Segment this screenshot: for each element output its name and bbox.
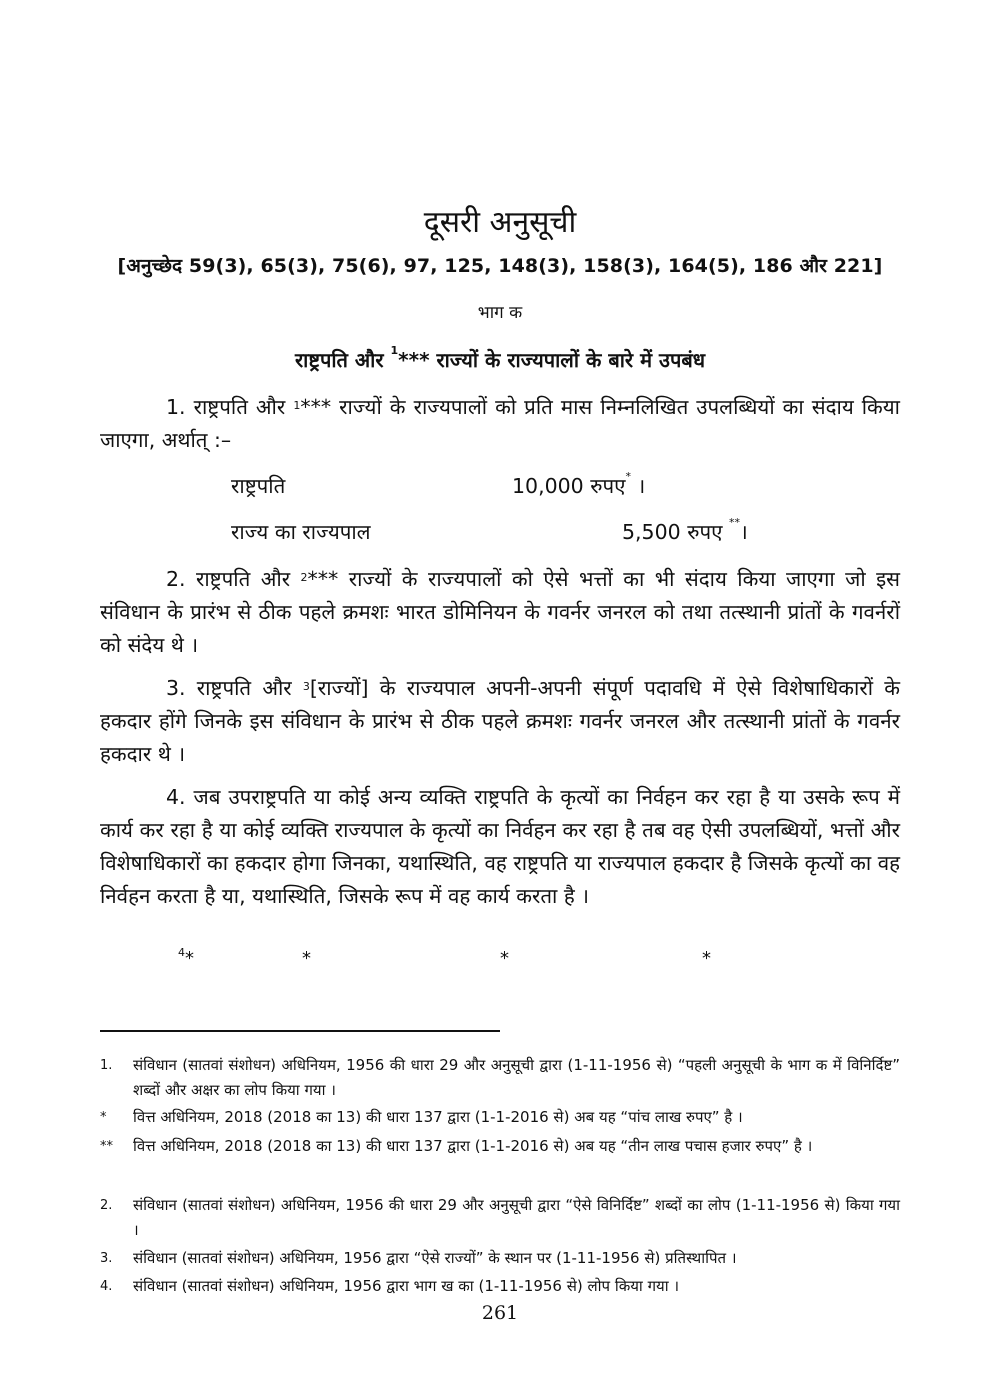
footnote-mark: 4. xyxy=(100,1279,113,1294)
heading-text-after: *** राज्यों के राज्यपालों के बारे में उपबंध xyxy=(398,348,706,372)
governor-label: राज्य का राज्यपाल xyxy=(231,520,371,544)
footnote-mark: ** xyxy=(100,1139,113,1154)
paragraph-4: 4. जब उपराष्ट्रपति या कोई अन्य व्यक्ति राष्ट्रपति के कृत्यों का निर्वहन कर रहा है या उसके रूप में कार्य कर रहा है या कोई व्यक्ति राज्यपाल के कृत्यों का निर्वहन कर रहा है तब वह ऐसी उपलब्धियों, भत्तों और विशेषाधिकारों का हकदार होगा जिनका, यथास्थिति, वह राष्ट्रपति या राज्यपाल हकदार है जिसके कृत्यों का वह निर्वहन करता है या, यथास्थिति, जिसके रूप में वह कार्य करता है । xyxy=(100,785,900,908)
governor-amount-value: 5,500 रुपए xyxy=(622,520,729,544)
footnote-text: वित्त अधिनियम, 2018 (2018 का 13) की धारा 137 द्वारा (1-1-2016 से) अब यह “पांच लाख रुपए” है । xyxy=(133,1108,743,1126)
footnote-double-star xyxy=(100,1134,900,1159)
footnote-2 xyxy=(100,1193,900,1243)
footnote-star xyxy=(100,1105,900,1130)
president-label: राष्ट्रपति xyxy=(231,474,286,498)
omission-star-4: * xyxy=(702,948,711,969)
footnote-ref-2: 2 xyxy=(300,571,308,584)
footnote-ref-3: 3 xyxy=(302,680,310,693)
omission-star-3: * xyxy=(500,948,509,969)
omission-star: * xyxy=(185,948,194,969)
footnote-ref-star: * xyxy=(625,470,631,483)
governor-amount-end: । xyxy=(739,520,748,544)
omission-star-1 xyxy=(178,948,194,969)
omission-star-2: * xyxy=(302,948,311,969)
footnote-text: संविधान (सातवां संशोधन) अधिनियम, 1956 की धारा 29 और अनुसूची द्वारा (1-11-1956 से) “पहली अनुसूची के भाग क में विनिर्दिष्ट” शब्दों और अक्षर का लोप किया गया । xyxy=(133,1056,900,1099)
footnote-3 xyxy=(100,1246,900,1271)
schedule-title: दूसरी अनुसूची xyxy=(423,205,577,240)
footnote-4 xyxy=(100,1274,900,1299)
footnote-divider xyxy=(100,1030,500,1032)
paragraph-1-before: 1. राष्ट्रपति और xyxy=(166,395,294,419)
page-number: 261 xyxy=(481,1302,519,1324)
paragraph-1-after: *** राज्यों के राज्यपालों को प्रति मास निम्नलिखित उपलब्धियों का संदाय किया जाएगा, अर्थात् :– xyxy=(100,395,900,452)
article-references: [अनुच्छेद 59(3), 65(3), 75(6), 97, 125, 148(3), 158(3), 164(5), 186 और 221] xyxy=(117,255,883,277)
part-label: भाग क xyxy=(477,303,523,323)
heading-text-before: राष्ट्रपति और xyxy=(294,348,391,372)
footnote-text: संविधान (सातवां संशोधन) अधिनियम, 1956 की धारा 29 और अनुसूची द्वारा “ऐसे विनिर्दिष्ट” शब्दों का लोप (1-11-1956 से) किया गया । xyxy=(133,1196,900,1239)
footnote-1 xyxy=(100,1053,900,1103)
paragraph-3-before: 3. राष्ट्रपति और xyxy=(166,676,303,700)
president-amount-value: 10,000 रुपए xyxy=(512,474,626,498)
footnote-ref-double-star: ** xyxy=(728,516,740,529)
president-amount-end: । xyxy=(631,474,646,498)
footnote-text: संविधान (सातवां संशोधन) अधिनियम, 1956 द्वारा भाग ख का (1-11-1956 से) लोप किया गया । xyxy=(133,1277,680,1295)
footnote-text: वित्त अधिनियम, 2018 (2018 का 13) की धारा 137 द्वारा (1-1-2016 से) अब यह “तीन लाख पचास हजार रुपए” है । xyxy=(133,1137,813,1155)
governor-amount xyxy=(622,518,748,546)
footnote-mark: 1. xyxy=(100,1058,113,1073)
paragraph-2-after: *** राज्यों के राज्यपालों को ऐसे भत्तों का भी संदाय किया जाएगा जो इस संविधान के प्रारंभ से ठीक पहले क्रमशः भारत डोमिनियन के गवर्नर जनरल को तथा तत्स्थानी प्रांतों के गवर्नरों को संदेय थे । xyxy=(100,567,900,657)
section-heading xyxy=(0,346,1000,373)
president-amount xyxy=(512,472,645,500)
footnote-text: संविधान (सातवां संशोधन) अधिनियम, 1956 द्वारा “ऐसे राज्यों” के स्थान पर (1-11-1956 से) प्रतिस्थापित । xyxy=(133,1249,737,1267)
footnote-mark: 3. xyxy=(100,1251,113,1266)
paragraph-3-after: [राज्यों] के राज्यपाल अपनी-अपनी संपूर्ण पदावधि में ऐसे विशेषाधिकारों के हकदार होंगे जिनके इस संविधान के प्रारंभ से ठीक पहले क्रमशः गवर्नर जनरल और तत्स्थानी प्रांतों के गवर्नर हकदार थे । xyxy=(100,676,900,766)
paragraph-3 xyxy=(100,672,900,771)
footnote-ref-1: 1 xyxy=(293,399,301,412)
paragraph-2 xyxy=(100,563,900,662)
footnote-mark: 2. xyxy=(100,1198,113,1213)
footnote-ref-4: 4 xyxy=(178,946,185,959)
paragraph-1 xyxy=(100,391,900,457)
footnote-ref-1: 1 xyxy=(390,344,399,357)
footnote-mark: * xyxy=(100,1110,107,1125)
paragraph-2-before: 2. राष्ट्रपति और xyxy=(166,567,301,591)
